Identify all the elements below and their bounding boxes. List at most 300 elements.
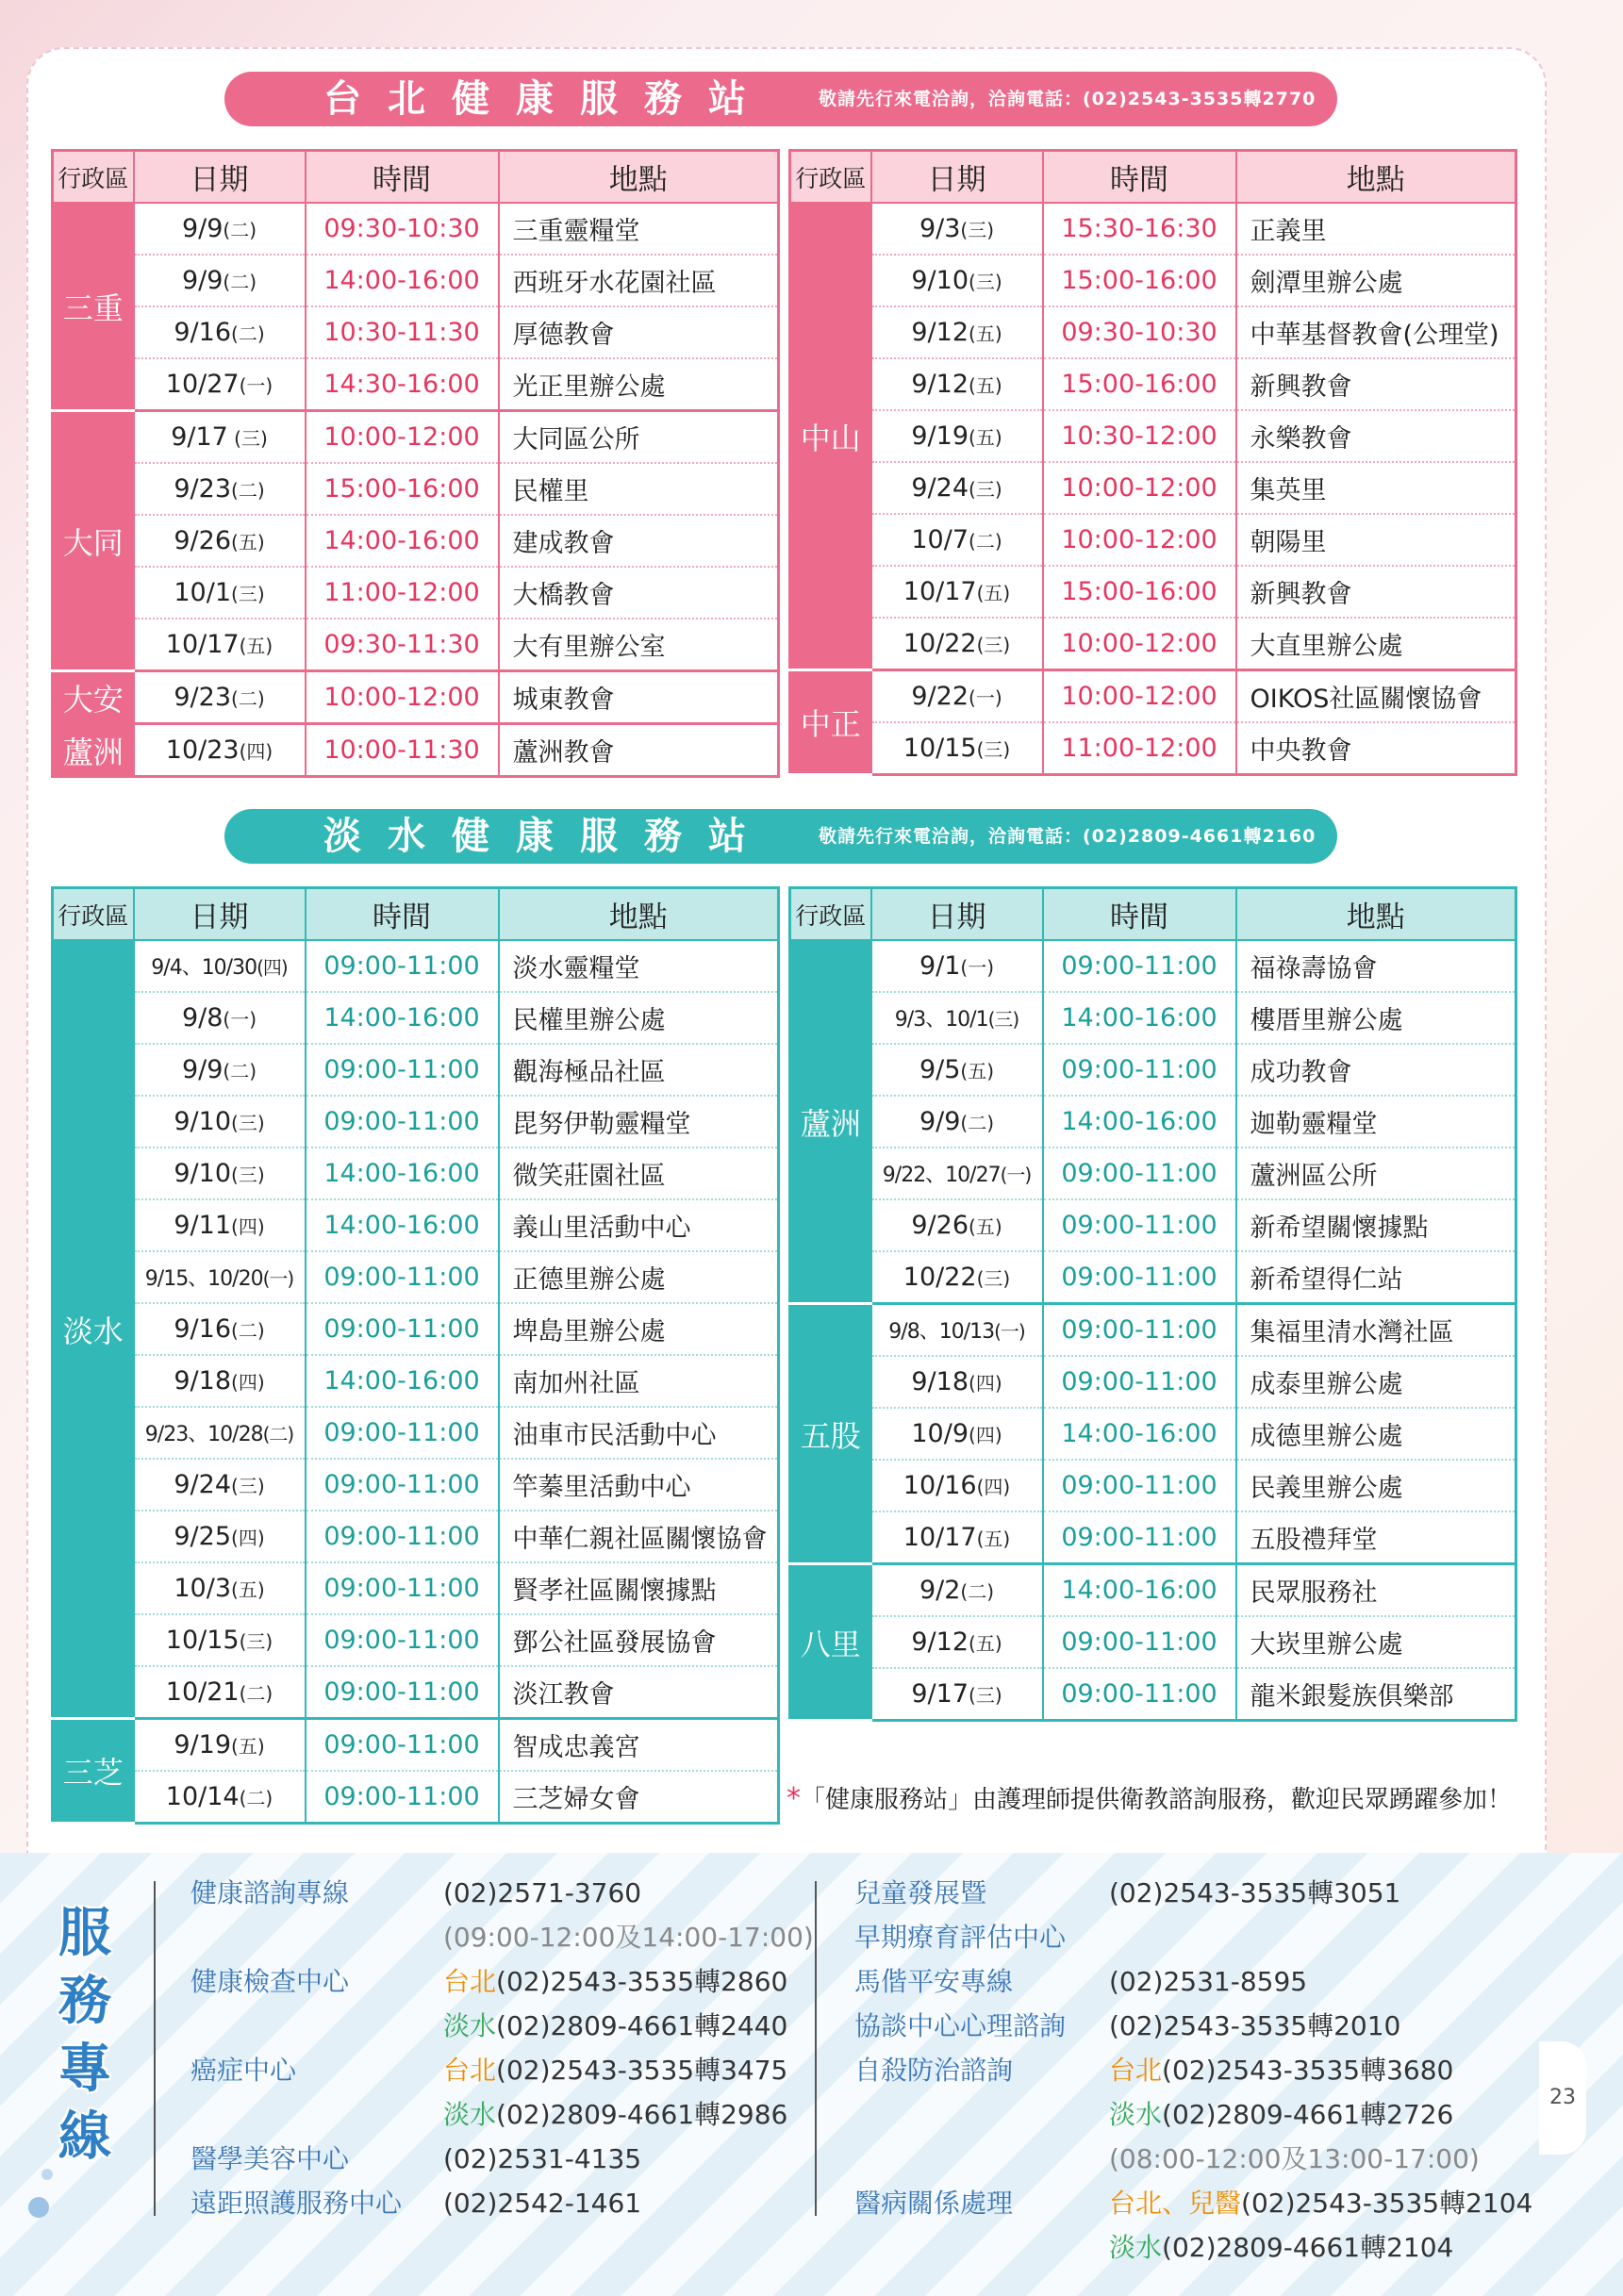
date-text: 10/9 [911,1419,969,1448]
table-row [53,1251,779,1303]
phone-part: 淡水 [443,2099,497,2130]
date-text: 9/23 [174,683,232,712]
date-cell [871,722,1043,775]
service-label: 協談中心心理諮詢 [854,2010,1067,2041]
place-cell: 三重靈糧堂 [499,203,779,255]
time-cell: 14:00-16:00 [306,1148,499,1199]
date-text: 9/8 [181,1003,224,1032]
table-row [790,1616,1516,1668]
table-row [790,1356,1516,1408]
district-cell: 大安 [53,671,134,724]
weekday-text: (三) [969,478,1002,501]
date-text: 9/8、10/13 [888,1320,995,1344]
weekday-text: (四) [976,1476,1011,1498]
table-row [53,1199,779,1251]
time-cell: 10:00-12:00 [306,671,499,724]
place-cell: 大崁里辦公處 [1236,1616,1516,1668]
weekday-text: (二) [960,1112,995,1134]
date-cell [134,1199,306,1251]
place-cell: 埤島里辦公處 [499,1303,779,1355]
weekday-text: (三) [231,1164,265,1186]
table-row [53,411,779,464]
weekday-text: (五) [969,1215,1002,1238]
place-cell: 義山里活動中心 [499,1199,779,1251]
date-text: 9/19 [911,421,969,451]
service-label: 自殺防治諮詢 [854,2055,1014,2086]
service-line [190,1959,803,2004]
time-cell: 15:00-16:00 [1043,358,1236,410]
time-cell: 09:00-11:00 [306,1771,499,1824]
date-text: 9/18 [174,1366,232,1396]
phone-part: (02)2543-3535轉2104 [1241,2188,1533,2219]
place-cell: 民權里 [499,463,779,515]
service-line [854,2092,1533,2137]
tamsui-schedule-right [788,886,1517,1722]
place-cell: 蘆洲教會 [499,724,779,777]
date-cell [871,255,1043,306]
date-cell [871,203,1043,255]
date-text: 9/22、10/27 [882,1164,1001,1187]
date-text: 9/24 [911,473,969,503]
time-cell: 14:00-16:00 [1043,1096,1236,1148]
weekday-text: (一) [969,686,1002,709]
date-cell [871,1564,1043,1617]
table-row [53,203,779,255]
service-phone [443,2092,787,2137]
service-phone [1109,2225,1453,2270]
weekday-text: (一) [960,956,995,979]
date-cell [871,566,1043,618]
time-cell: 10:30-12:00 [1043,410,1236,462]
place-cell: 正義里 [1236,203,1516,255]
service-phone [1109,2048,1453,2092]
table-row [790,203,1516,255]
time-cell: 15:30-16:30 [1043,203,1236,255]
page-number: 23 [1539,2041,1586,2155]
table-row [790,1096,1516,1148]
phone-part: 淡水 [1109,2232,1163,2263]
service-phone [443,1871,641,1915]
weekday-text: (三) [239,1630,273,1653]
weekday-text: (三) [969,271,1002,293]
service-line [854,1959,1533,2004]
weekday-text: (二) [223,219,257,241]
date-text: 9/12 [911,1627,969,1657]
date-cell [134,1562,306,1614]
footnote-text: 「健康服務站」由護理師提供衛教諮詢服務，歡迎民眾踴躍參加！ [801,1786,1513,1814]
phone-part: (02)2543-3535轉2010 [1109,2010,1401,2041]
table-row [790,1460,1516,1511]
table-row [53,463,779,515]
date-text: 9/22 [911,682,969,711]
taipei-station-note: 敬請先行來電洽詢，洽詢電話：(02)2543-3535轉2770 [819,89,1317,109]
weekday-text: (一) [262,1267,294,1290]
weekday-text: (二) [239,1787,273,1809]
place-header: 地點 [499,888,779,941]
service-phone [1109,2181,1532,2225]
weekday-text: (四) [969,1372,1002,1395]
time-cell: 09:00-11:00 [306,940,499,992]
service-phone [1109,1959,1307,2004]
table-row [53,567,779,619]
time-cell: 11:00-12:00 [1043,722,1236,775]
date-cell [871,1199,1043,1251]
place-cell: 新希望關懷據點 [1236,1199,1516,1251]
date-text: 10/22 [903,1263,977,1292]
date-text: 10/17 [903,1523,977,1552]
table-row [790,1044,1516,1096]
date-text: 9/12 [911,370,969,399]
table-row [790,1668,1516,1721]
weekday-text: (四) [257,956,288,979]
service-label: 馬偕平安專線 [854,1966,1014,1997]
date-cell [134,567,306,619]
weekday-text: (二) [223,1060,257,1082]
service-label: 遠距照護服務中心 [190,2188,403,2219]
service-hotlines-title [57,1900,113,2172]
weekday-text: (二) [223,271,257,293]
weekday-text: (四) [239,740,273,763]
time-cell: 09:00-11:00 [306,1303,499,1355]
time-cell: 09:00-11:00 [306,1459,499,1511]
time-cell: 10:00-12:00 [1043,670,1236,723]
place-cell: 成功教會 [1236,1044,1516,1096]
date-text: 10/22 [903,629,977,658]
district-header: 行政區 [790,888,871,941]
service-line [854,2137,1533,2181]
weekday-text: (二) [231,687,265,710]
service-line [190,2137,803,2181]
time-cell: 09:00-11:00 [1043,1668,1236,1721]
date-cell [134,1251,306,1303]
table-row [53,724,779,777]
service-title-char: 服 [58,1903,111,1964]
phone-part: (08:00-12:00及13:00-17:00) [1109,2143,1480,2174]
phone-part: (02)2809-4661轉2440 [496,2010,788,2041]
place-cell: 南加州社區 [499,1355,779,1407]
place-cell: 光正里辦公處 [499,358,779,411]
service-line [190,2004,803,2048]
time-cell: 10:00-12:00 [1043,618,1236,670]
date-text: 10/21 [165,1677,240,1707]
service-phone [443,2181,641,2225]
table-row [53,671,779,724]
weekday-text: (一) [223,1008,257,1031]
weekday-text: (五) [969,322,1002,345]
service-phone [1109,2004,1400,2048]
place-cell: 城東教會 [499,671,779,724]
table-header-row [790,151,1516,204]
service-label: 健康檢查中心 [190,1966,350,1997]
date-text: 10/1 [174,578,232,607]
date-text: 9/10 [174,1107,232,1136]
taipei-schedule-right [788,149,1517,776]
time-cell: 09:00-11:00 [1043,1199,1236,1251]
table-row [53,1407,779,1459]
phone-part: 台北 [443,2055,497,2086]
divider-left [154,1881,156,2216]
district-cell: 蘆洲 [790,940,871,1304]
table-row [53,306,779,358]
service-phone [1109,2092,1453,2137]
place-cell: 微笑莊園社區 [499,1148,779,1199]
table-row [53,1148,779,1199]
service-label: 早期療育評估中心 [854,1922,1067,1953]
time-cell: 09:00-11:00 [306,1407,499,1459]
date-text: 9/18 [911,1367,969,1396]
time-cell: 14:00-16:00 [1043,992,1236,1044]
district-cell: 淡水 [53,940,134,1719]
time-cell: 09:00-11:00 [1043,1616,1236,1668]
table-row [790,1148,1516,1199]
service-phone [1109,2137,1480,2181]
weekday-text: (二) [231,1319,265,1342]
place-cell: 樓厝里辦公處 [1236,992,1516,1044]
district-cell: 三重 [53,203,134,411]
date-cell [871,1511,1043,1564]
place-cell: 民權里辦公處 [499,992,779,1044]
place-cell: 竿蓁里活動中心 [499,1459,779,1511]
date-cell [134,411,306,464]
weekday-text: (四) [231,1527,265,1549]
date-cell [871,1096,1043,1148]
tamsui-schedule-left [51,886,780,1825]
place-cell: 五股禮拜堂 [1236,1511,1516,1564]
place-cell: 智成忠義宮 [499,1719,779,1772]
district-cell: 中正 [790,670,871,775]
table-row [790,306,1516,358]
table-row [53,1719,779,1772]
weekday-text: (五) [239,635,273,657]
date-text: 9/3、10/1 [894,1008,988,1032]
service-phone [443,2048,787,2092]
weekday-text: (五) [969,426,1002,449]
weekday-text: (四) [231,1215,265,1238]
time-cell: 10:30-11:30 [306,306,499,358]
district-header: 行政區 [790,151,871,204]
service-line [854,1871,1533,1915]
time-cell: 09:00-11:00 [1043,940,1236,992]
place-cell: 集英里 [1236,462,1516,514]
district-cell: 大同 [53,411,134,671]
date-text: 9/19 [174,1730,232,1759]
phone-part: (02)2543-3535轉2860 [496,1966,788,1997]
table-row [53,619,779,671]
phone-part: 淡水 [1109,2099,1163,2130]
table-row [790,410,1516,462]
weekday-text: (二) [262,1423,294,1445]
time-cell: 09:00-11:00 [306,1044,499,1096]
date-text: 9/3 [919,214,961,243]
date-text: 9/17 [171,422,228,452]
date-cell [134,1303,306,1355]
date-cell [871,462,1043,514]
date-text: 10/27 [165,370,240,399]
date-text: 9/23、10/28 [144,1423,263,1446]
date-text: 9/9 [181,1055,224,1084]
weekday-text: (三) [976,738,1011,761]
time-header: 時間 [306,151,499,204]
table-row [53,1303,779,1355]
time-cell: 14:00-16:00 [306,1199,499,1251]
time-cell: 14:00-16:00 [306,255,499,306]
table-row [53,1562,779,1614]
time-cell: 14:00-16:00 [1043,1408,1236,1460]
weekday-text: (一) [994,1320,1025,1343]
date-text: 10/17 [903,577,977,606]
place-header: 地點 [1236,888,1516,941]
table-row [53,1044,779,1096]
date-cell [134,724,306,777]
time-cell: 14:00-16:00 [1043,1564,1236,1617]
table-row [790,1199,1516,1251]
weekday-text: (五) [969,374,1002,397]
place-cell: 成泰里辦公處 [1236,1356,1516,1408]
place-cell: 淡江教會 [499,1666,779,1719]
table-row [53,358,779,411]
table-row [53,1459,779,1511]
phone-part: (02)2542-1461 [443,2188,642,2219]
table-header-row [790,888,1516,941]
date-text: 9/23 [174,474,232,504]
date-cell [871,940,1043,992]
weekday-text: (二) [231,322,265,345]
service-phone [443,1959,787,2004]
district-cell: 三芝 [53,1719,134,1824]
table-row [53,940,779,992]
phone-part: 台北 [443,1966,497,1997]
time-cell: 09:30-10:30 [1043,306,1236,358]
table-row [790,358,1516,410]
table-header-row [53,888,779,941]
weekday-text: (五) [231,1578,265,1601]
date-cell [134,255,306,306]
date-text: 9/25 [174,1522,232,1551]
decorative-dot [41,2169,53,2180]
weekday-text: (三) [987,1008,1019,1031]
time-cell: 10:00-12:00 [1043,462,1236,514]
date-text: 10/23 [165,735,240,765]
phone-part: 淡水 [443,2010,497,2041]
place-cell: 福祿壽協會 [1236,940,1516,992]
date-text: 9/11 [174,1211,232,1240]
date-text: 9/9 [181,266,224,295]
phone-part: (02)2543-3535轉3680 [1162,2055,1454,2086]
date-text: 10/15 [903,734,977,763]
weekday-text: (五) [231,531,265,553]
place-cell: 大有里辦公室 [499,619,779,671]
date-text: 9/26 [911,1211,969,1240]
service-line [190,1915,814,1959]
service-phone [443,2004,787,2048]
table-row [790,255,1516,306]
date-text: 10/14 [165,1782,240,1811]
time-cell: 09:00-11:00 [306,1719,499,1772]
time-cell: 14:00-16:00 [306,992,499,1044]
table-row [790,1251,1516,1304]
time-cell: 15:00-16:00 [306,463,499,515]
place-cell: 新興教會 [1236,566,1516,618]
phone-part: (02)2809-4661轉2726 [1162,2099,1454,2130]
weekday-text: (五) [960,1060,995,1082]
decorative-dot [28,2197,49,2218]
time-cell: 09:00-11:00 [1043,1511,1236,1564]
time-cell: 14:00-16:00 [306,1355,499,1407]
weekday-text: (二) [969,530,1002,553]
weekday-text: (三) [969,1684,1002,1707]
table-row [790,1511,1516,1564]
time-cell: 09:30-11:30 [306,619,499,671]
table-header-row [53,151,779,204]
phone-part: (02)2809-4661轉2986 [496,2099,788,2130]
time-cell: 09:00-11:00 [306,1511,499,1562]
date-text: 10/3 [174,1574,232,1603]
date-cell [871,618,1043,670]
date-cell [871,1408,1043,1460]
time-cell: 15:00-16:00 [1043,255,1236,306]
place-cell: 永樂教會 [1236,410,1516,462]
date-cell [134,1096,306,1148]
place-header: 地點 [499,151,779,204]
place-cell: OIKOS社區關懷協會 [1236,670,1516,723]
date-text: 9/10 [174,1159,232,1188]
place-cell: 鄧公社區發展協會 [499,1614,779,1666]
date-cell [134,203,306,255]
divider-middle [815,1881,817,2216]
weekday-text: (二) [239,1682,273,1705]
tamsui-station-banner [224,809,1337,864]
place-cell: 集福里清水灣社區 [1236,1304,1516,1357]
date-text: 9/4、10/30 [151,956,257,980]
table-row [790,1408,1516,1460]
date-cell [871,1356,1043,1408]
weekday-text: (二) [231,479,265,502]
date-text: 9/26 [174,526,232,555]
weekday-text: (二) [960,1580,995,1603]
date-cell [871,514,1043,566]
table-row [53,992,779,1044]
service-label: 醫學美容中心 [190,2143,350,2174]
weekday-text: (五) [969,1632,1002,1655]
service-list-right [854,1871,1533,2295]
place-cell: 朝陽里 [1236,514,1516,566]
weekday-text: (三) [231,583,265,605]
footnote [787,1780,1512,1815]
date-cell [871,1304,1043,1357]
service-list-left [190,1871,814,2286]
date-text: 9/16 [174,1314,232,1344]
date-cell [134,1148,306,1199]
time-cell: 10:00-12:00 [1043,514,1236,566]
date-text: 10/7 [911,525,969,554]
service-phone [443,1915,814,1959]
date-header: 日期 [871,151,1043,204]
place-cell: 大直里辦公處 [1236,618,1516,670]
table-row [790,618,1516,670]
service-line [854,2225,1533,2270]
table-row [790,566,1516,618]
phone-part: 台北 [1109,2055,1163,2086]
time-cell: 09:00-11:00 [1043,1356,1236,1408]
date-text: 10/15 [165,1626,240,1655]
place-header: 地點 [1236,151,1516,204]
table-row [790,1304,1516,1357]
weekday-text: (三) [227,427,268,450]
time-cell: 15:00-16:00 [1043,566,1236,618]
service-line [854,2048,1533,2092]
place-cell: 油車市民活動中心 [499,1407,779,1459]
service-label: 兒童發展暨 [854,1877,987,1908]
